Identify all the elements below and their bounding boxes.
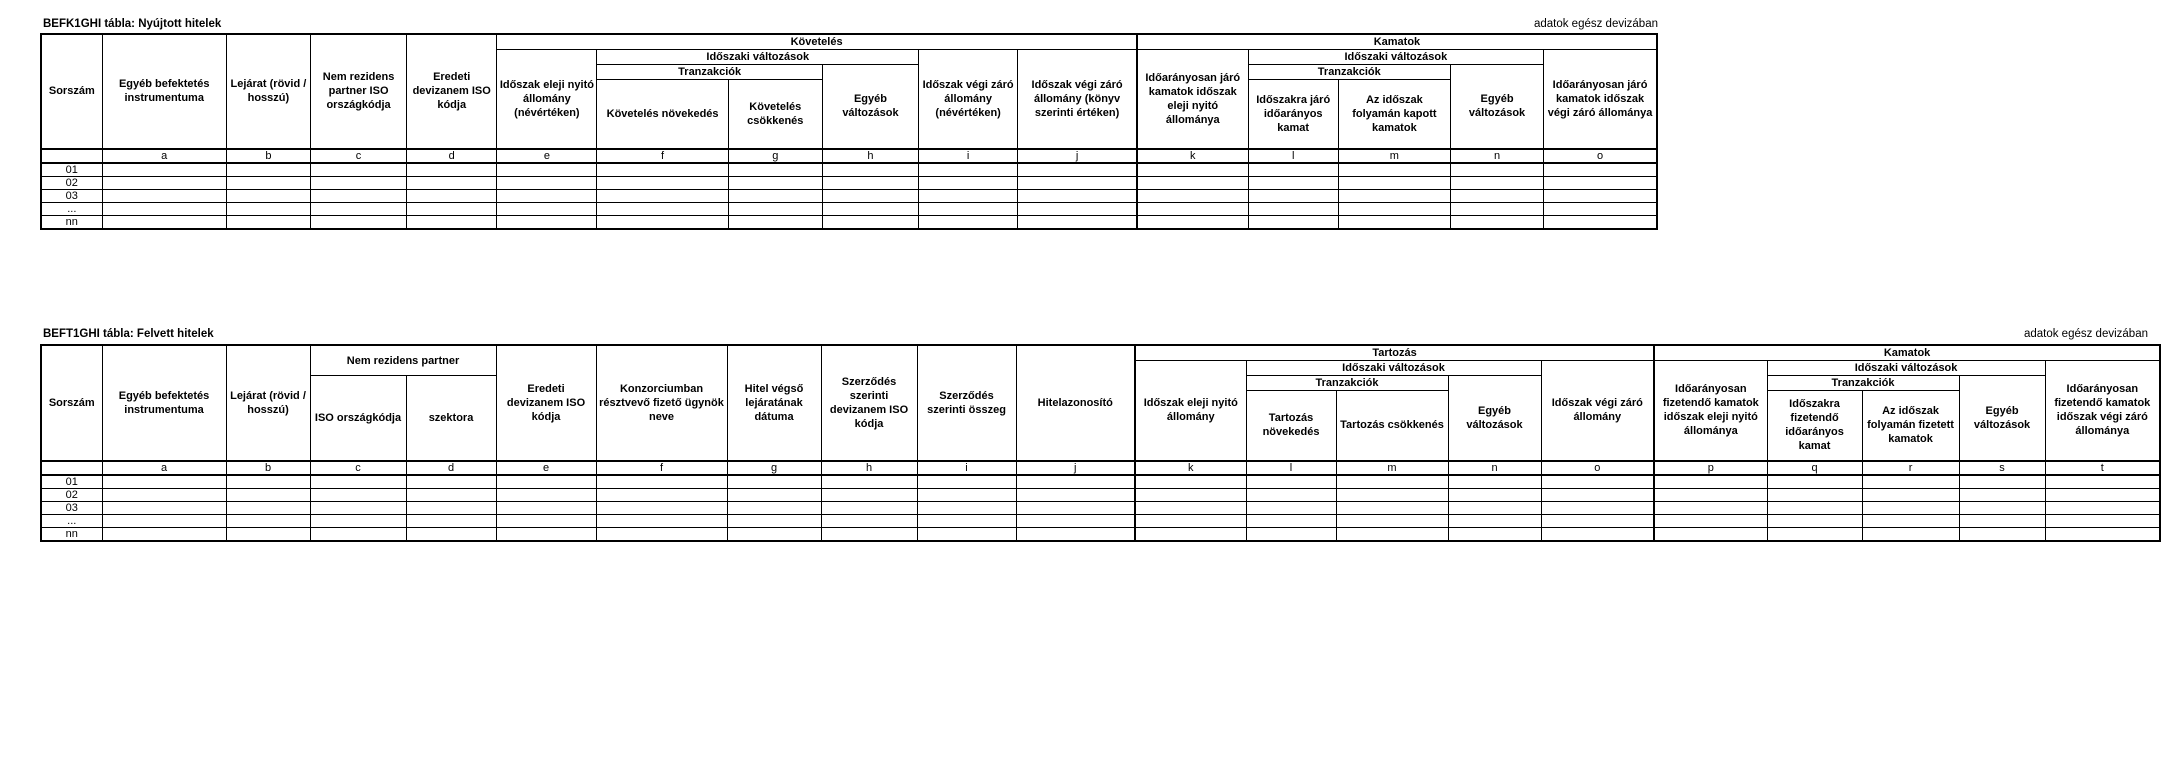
- t1-letter-row: [41, 149, 1657, 163]
- data-cell[interactable]: [1544, 163, 1657, 177]
- t2-letter: a: [102, 461, 226, 475]
- table2-title: BEFT1GHI tábla: Felvett hitelek: [43, 328, 214, 340]
- t2-hdr-instrument: Egyéb befektetés instrumentuma: [102, 345, 226, 461]
- data-cell[interactable]: [1336, 488, 1448, 501]
- data-cell[interactable]: [728, 202, 822, 215]
- table1-unit-note: adatok egész devizában: [1533, 18, 1658, 30]
- data-cell[interactable]: [1336, 501, 1448, 514]
- data-cell[interactable]: [2045, 527, 2160, 541]
- data-cell[interactable]: [1448, 488, 1541, 501]
- t2-hdr-tartozas-group: Tartozás: [1135, 345, 1654, 361]
- data-cell[interactable]: [1862, 527, 1959, 541]
- t2-letter: s: [1959, 461, 2045, 475]
- row-number: 02: [41, 488, 102, 501]
- data-cell[interactable]: [226, 475, 310, 489]
- data-cell[interactable]: [1450, 163, 1543, 177]
- t1-hdr-koveteles-group: Követelés: [497, 34, 1137, 50]
- data-cell[interactable]: [496, 501, 596, 514]
- data-cell[interactable]: [1018, 215, 1137, 229]
- data-cell[interactable]: [1137, 176, 1248, 189]
- data-cell[interactable]: [1862, 488, 1959, 501]
- data-cell[interactable]: [1137, 202, 1248, 215]
- data-cell[interactable]: [102, 514, 226, 527]
- t2-letter: o: [1541, 461, 1654, 475]
- data-cell[interactable]: [917, 475, 1016, 489]
- table-row: [41, 202, 1657, 215]
- data-cell[interactable]: [728, 215, 822, 229]
- data-cell[interactable]: [728, 189, 822, 202]
- data-cell[interactable]: [102, 488, 226, 501]
- data-cell[interactable]: [102, 163, 226, 177]
- row-number: 01: [41, 163, 102, 177]
- data-cell[interactable]: [2045, 488, 2160, 501]
- data-cell[interactable]: [1338, 163, 1450, 177]
- data-cell[interactable]: [102, 475, 226, 489]
- data-cell[interactable]: [1338, 202, 1450, 215]
- data-cell[interactable]: [1135, 501, 1246, 514]
- data-cell[interactable]: [597, 176, 728, 189]
- data-cell[interactable]: [596, 527, 727, 541]
- table-row: [41, 176, 1657, 189]
- data-cell[interactable]: [1137, 163, 1248, 177]
- data-cell[interactable]: [1135, 514, 1246, 527]
- data-cell[interactable]: [406, 501, 496, 514]
- table-row: [41, 514, 2160, 527]
- data-cell[interactable]: [310, 176, 406, 189]
- data-cell[interactable]: [919, 189, 1018, 202]
- t2-letter: p: [1654, 461, 1767, 475]
- t1-letter: i: [919, 149, 1018, 163]
- data-cell[interactable]: [310, 475, 406, 489]
- table-row: [41, 527, 2160, 541]
- data-cell[interactable]: [727, 514, 821, 527]
- data-cell[interactable]: [1246, 475, 1336, 489]
- data-cell[interactable]: [1544, 202, 1657, 215]
- data-cell[interactable]: [821, 514, 917, 527]
- data-cell[interactable]: [917, 488, 1016, 501]
- t1-letter: e: [497, 149, 597, 163]
- t1-letter: k: [1137, 149, 1248, 163]
- t1-hdr-kamat-nyito: Időarányosan járó kamatok időszak eleji nyitó állománya: [1137, 50, 1248, 149]
- data-cell[interactable]: [1450, 189, 1543, 202]
- t2-hdr-tart-novekedes: Tartozás növekedés: [1246, 391, 1336, 461]
- table-row: [41, 475, 2160, 489]
- data-cell[interactable]: [596, 514, 727, 527]
- t2-hdr-vegso-lejarat: Hitel végső lejáratának dátuma: [727, 345, 821, 461]
- t2-hdr-idoszaki-valtozasok: Időszaki változások: [1246, 361, 1541, 376]
- t2-letter: r: [1862, 461, 1959, 475]
- data-cell[interactable]: [1767, 501, 1862, 514]
- data-cell[interactable]: [1450, 215, 1543, 229]
- data-cell[interactable]: [226, 176, 310, 189]
- data-cell[interactable]: [310, 514, 406, 527]
- t1-letter: f: [597, 149, 728, 163]
- t1-hdr-kov-novekedes: Követelés növekedés: [597, 80, 728, 149]
- data-cell[interactable]: [597, 163, 728, 177]
- data-cell[interactable]: [822, 189, 918, 202]
- table2-grid: [40, 344, 2161, 542]
- data-cell[interactable]: [406, 527, 496, 541]
- t1-hdr-kamat-idoszakra: Időszakra járó időarányos kamat: [1248, 80, 1338, 149]
- t2-hdr-konzorcium: Konzorciumban résztvevő fizető ügynök neve: [596, 345, 727, 461]
- data-cell[interactable]: [1959, 527, 2045, 541]
- row-number: 03: [41, 189, 102, 202]
- data-cell[interactable]: [102, 501, 226, 514]
- data-cell[interactable]: [596, 475, 727, 489]
- t2-letter: m: [1336, 461, 1448, 475]
- data-cell[interactable]: [727, 501, 821, 514]
- data-cell[interactable]: [1336, 475, 1448, 489]
- table1-title: BEFK1GHI tábla: Nyújtott hitelek: [43, 18, 222, 30]
- data-cell[interactable]: [497, 215, 597, 229]
- data-cell[interactable]: [1767, 475, 1862, 489]
- data-cell[interactable]: [406, 514, 496, 527]
- data-cell[interactable]: [1135, 475, 1246, 489]
- data-cell[interactable]: [310, 202, 406, 215]
- data-cell[interactable]: [1016, 488, 1135, 501]
- t1-hdr-kov-csokkenes: Követelés csökkenés: [728, 80, 822, 149]
- t2-hdr-szerz-osszeg: Szerződés szerinti összeg: [917, 345, 1016, 461]
- data-cell[interactable]: [727, 488, 821, 501]
- table-row: [41, 163, 1657, 177]
- t2-hdr-egyeb-valtozasok: Egyéb változások: [1448, 376, 1541, 461]
- data-cell[interactable]: [919, 215, 1018, 229]
- t2-hdr-hitelazonosito: Hitelazonosító: [1016, 345, 1135, 461]
- data-cell[interactable]: [1450, 176, 1543, 189]
- data-cell[interactable]: [310, 189, 406, 202]
- t2-hdr-partner-szektor: szektora: [406, 376, 496, 461]
- t1-letter: l: [1248, 149, 1338, 163]
- data-cell[interactable]: [102, 202, 226, 215]
- t2-hdr-kamat-egyeb: Egyéb változások: [1959, 376, 2045, 461]
- t1-hdr-instrument: Egyéb befektetés instrumentuma: [102, 34, 226, 149]
- data-cell[interactable]: [497, 189, 597, 202]
- data-cell[interactable]: [1246, 488, 1336, 501]
- data-cell[interactable]: [2045, 501, 2160, 514]
- t2-hdr-partner-iso: ISO országkódja: [310, 376, 406, 461]
- t2-hdr-kamat-idoszaki-valtozasok: Időszaki változások: [1767, 361, 2045, 376]
- data-cell[interactable]: [1862, 501, 1959, 514]
- data-cell[interactable]: [1862, 475, 1959, 489]
- data-cell[interactable]: [1018, 202, 1137, 215]
- data-cell[interactable]: [1541, 488, 1654, 501]
- data-cell[interactable]: [727, 527, 821, 541]
- t2-letter: h: [821, 461, 917, 475]
- data-cell[interactable]: [1248, 176, 1338, 189]
- row-number: 02: [41, 176, 102, 189]
- data-cell[interactable]: [1767, 514, 1862, 527]
- data-cell[interactable]: [1016, 501, 1135, 514]
- data-cell[interactable]: [407, 215, 497, 229]
- data-cell[interactable]: [1959, 514, 2045, 527]
- data-cell[interactable]: [919, 176, 1018, 189]
- t2-letter: c: [310, 461, 406, 475]
- t1-hdr-partner-iso: Nem rezidens partner ISO országkódja: [310, 34, 406, 149]
- data-cell[interactable]: [1016, 514, 1135, 527]
- data-cell[interactable]: [1336, 514, 1448, 527]
- t2-hdr-kamat-idoszakra: Időszakra fizetendő időarányos kamat: [1767, 391, 1862, 461]
- data-cell[interactable]: [406, 475, 496, 489]
- t2-hdr-deviza-iso: Eredeti devizanem ISO kódja: [496, 345, 596, 461]
- data-cell[interactable]: [226, 501, 310, 514]
- data-cell[interactable]: [102, 527, 226, 541]
- table-row: [41, 501, 2160, 514]
- t2-letter: d: [406, 461, 496, 475]
- data-cell[interactable]: [2045, 475, 2160, 489]
- data-cell[interactable]: [1018, 189, 1137, 202]
- data-cell[interactable]: [310, 501, 406, 514]
- data-cell[interactable]: [102, 189, 226, 202]
- data-cell[interactable]: [1541, 501, 1654, 514]
- data-cell[interactable]: [597, 189, 728, 202]
- data-cell[interactable]: [497, 163, 597, 177]
- data-cell[interactable]: [1541, 514, 1654, 527]
- data-cell[interactable]: [496, 475, 596, 489]
- t1-letter: o: [1544, 149, 1657, 163]
- data-cell[interactable]: [1959, 488, 2045, 501]
- data-cell[interactable]: [310, 527, 406, 541]
- t1-hdr-tranzakciok: Tranzakciók: [597, 65, 822, 80]
- t2-letter: f: [596, 461, 727, 475]
- t2-hdr-kamat-zaro: Időarányosan fizetendő kamatok időszak végi záró állománya: [2045, 361, 2160, 461]
- data-cell[interactable]: [821, 475, 917, 489]
- t1-letter: c: [310, 149, 406, 163]
- table1-grid: [40, 33, 1658, 230]
- data-cell[interactable]: [1448, 475, 1541, 489]
- t2-hdr-lejarat: Lejárat (rövid / hosszú): [226, 345, 310, 461]
- t2-hdr-zaro: Időszak végi záró állomány: [1541, 361, 1654, 461]
- data-cell[interactable]: [917, 527, 1016, 541]
- t2-hdr-tart-csokkenes: Tartozás csökkenés: [1336, 391, 1448, 461]
- data-cell[interactable]: [1135, 527, 1246, 541]
- t1-letter: g: [728, 149, 822, 163]
- row-number: 03: [41, 501, 102, 514]
- t1-letter: d: [407, 149, 497, 163]
- data-cell[interactable]: [310, 215, 406, 229]
- data-cell[interactable]: [407, 163, 497, 177]
- row-number: ...: [41, 514, 102, 527]
- data-cell[interactable]: [1137, 215, 1248, 229]
- data-cell[interactable]: [917, 501, 1016, 514]
- t2-hdr-partner-group: Nem rezidens partner: [310, 345, 496, 376]
- data-cell[interactable]: [1654, 488, 1767, 501]
- data-cell[interactable]: [821, 488, 917, 501]
- data-cell[interactable]: [1448, 501, 1541, 514]
- data-cell[interactable]: [1767, 488, 1862, 501]
- data-cell[interactable]: [407, 189, 497, 202]
- t1-hdr-kamatok-group: Kamatok: [1137, 34, 1657, 50]
- t2-letter: n: [1448, 461, 1541, 475]
- t1-hdr-sorszam: Sorszám: [41, 34, 102, 149]
- t1-hdr-deviza-iso: Eredeti devizanem ISO kódja: [407, 34, 497, 149]
- data-cell[interactable]: [919, 163, 1018, 177]
- t1-letter-empty: [41, 149, 102, 163]
- t1-letter: b: [226, 149, 310, 163]
- t1-hdr-lejarat: Lejárat (rövid / hosszú): [226, 34, 310, 149]
- data-cell[interactable]: [1862, 514, 1959, 527]
- t2-hdr-kamatok-group: Kamatok: [1654, 345, 2160, 361]
- data-cell[interactable]: [1246, 501, 1336, 514]
- data-cell[interactable]: [1544, 176, 1657, 189]
- data-cell[interactable]: [497, 202, 597, 215]
- data-cell[interactable]: [822, 163, 918, 177]
- data-cell[interactable]: [1544, 189, 1657, 202]
- row-number: nn: [41, 215, 102, 229]
- data-cell[interactable]: [226, 163, 310, 177]
- data-cell[interactable]: [406, 488, 496, 501]
- t1-letter: m: [1338, 149, 1450, 163]
- t1-hdr-zaro-nevert: Időszak végi záró állomány (névértéken): [919, 50, 1018, 149]
- data-cell[interactable]: [728, 163, 822, 177]
- t2-letter: l: [1246, 461, 1336, 475]
- data-cell[interactable]: [102, 176, 226, 189]
- row-number: 01: [41, 475, 102, 489]
- t1-hdr-zaro-konyv: Időszak végi záró állomány (könyv szerinti értéken): [1018, 50, 1137, 149]
- data-cell[interactable]: [597, 215, 728, 229]
- data-cell[interactable]: [1448, 514, 1541, 527]
- data-cell[interactable]: [728, 176, 822, 189]
- t1-hdr-nyito-nevert: Időszak eleji nyitó állomány (névértéken): [497, 50, 597, 149]
- data-cell[interactable]: [1248, 202, 1338, 215]
- data-cell[interactable]: [919, 202, 1018, 215]
- data-cell[interactable]: [2045, 514, 2160, 527]
- data-cell[interactable]: [226, 189, 310, 202]
- t2-hdr-kamat-nyito: Időarányosan fizetendő kamatok időszak eleji nyitó állománya: [1654, 361, 1767, 461]
- data-cell[interactable]: [226, 488, 310, 501]
- data-cell[interactable]: [596, 488, 727, 501]
- data-cell[interactable]: [1450, 202, 1543, 215]
- t2-letter-empty: [41, 461, 102, 475]
- data-cell[interactable]: [1959, 475, 2045, 489]
- t1-letter: n: [1450, 149, 1543, 163]
- t1-hdr-egyeb-valtozasok: Egyéb változások: [822, 65, 918, 149]
- data-cell[interactable]: [1248, 163, 1338, 177]
- t2-hdr-szerz-deviza: Szerződés szerinti devizanem ISO kódja: [821, 345, 917, 461]
- data-cell[interactable]: [1248, 215, 1338, 229]
- t1-hdr-kamat-idoszaki-valtozasok: Időszaki változások: [1248, 50, 1544, 65]
- t1-hdr-kamat-zaro: Időarányosan járó kamatok időszak végi záró állománya: [1544, 50, 1657, 149]
- t2-hdr-sorszam: Sorszám: [41, 345, 102, 461]
- data-cell[interactable]: [1654, 475, 1767, 489]
- data-cell[interactable]: [1654, 501, 1767, 514]
- data-cell[interactable]: [1654, 527, 1767, 541]
- data-cell[interactable]: [226, 215, 310, 229]
- data-cell[interactable]: [226, 527, 310, 541]
- data-cell[interactable]: [727, 475, 821, 489]
- data-cell[interactable]: [1654, 514, 1767, 527]
- data-cell[interactable]: [496, 527, 596, 541]
- row-number: nn: [41, 527, 102, 541]
- t1-letter: h: [822, 149, 918, 163]
- data-cell[interactable]: [1016, 527, 1135, 541]
- data-cell[interactable]: [310, 488, 406, 501]
- data-cell[interactable]: [1767, 527, 1862, 541]
- data-cell[interactable]: [1338, 176, 1450, 189]
- data-cell[interactable]: [1018, 176, 1137, 189]
- data-cell[interactable]: [1135, 488, 1246, 501]
- data-cell[interactable]: [1336, 527, 1448, 541]
- data-cell[interactable]: [310, 163, 406, 177]
- data-cell[interactable]: [917, 514, 1016, 527]
- data-cell[interactable]: [1541, 475, 1654, 489]
- table-row: [41, 215, 1657, 229]
- t2-letter: i: [917, 461, 1016, 475]
- data-cell[interactable]: [596, 501, 727, 514]
- t1-hdr-kamat-egyeb: Egyéb változások: [1450, 65, 1543, 149]
- data-cell[interactable]: [1246, 514, 1336, 527]
- data-cell[interactable]: [496, 488, 596, 501]
- t2-hdr-kamat-fizetett: Az időszak folyamán fizetett kamatok: [1862, 391, 1959, 461]
- t2-letter: j: [1016, 461, 1135, 475]
- t2-hdr-tranzakciok: Tranzakciók: [1246, 376, 1448, 391]
- data-cell[interactable]: [821, 527, 917, 541]
- data-cell[interactable]: [226, 514, 310, 527]
- data-cell[interactable]: [1246, 527, 1336, 541]
- t2-letter: b: [226, 461, 310, 475]
- data-cell[interactable]: [102, 215, 226, 229]
- t2-letter: e: [496, 461, 596, 475]
- data-cell[interactable]: [822, 202, 918, 215]
- t2-hdr-nyito: Időszak eleji nyitó állomány: [1135, 361, 1246, 461]
- data-cell[interactable]: [1544, 215, 1657, 229]
- data-cell[interactable]: [822, 176, 918, 189]
- data-cell[interactable]: [1338, 215, 1450, 229]
- t1-hdr-kamat-kapott: Az időszak folyamán kapott kamatok: [1338, 80, 1450, 149]
- t2-letter: g: [727, 461, 821, 475]
- t2-letter-row: [41, 461, 2160, 475]
- t1-hdr-idoszaki-valtozasok: Időszaki változások: [597, 50, 919, 65]
- t2-letter: t: [2045, 461, 2160, 475]
- data-cell[interactable]: [1541, 527, 1654, 541]
- data-cell[interactable]: [407, 176, 497, 189]
- data-cell[interactable]: [822, 215, 918, 229]
- t2-hdr-kamat-tranzakciok: Tranzakciók: [1767, 376, 1959, 391]
- table2-unit-note: adatok egész devizában: [2023, 328, 2148, 340]
- t1-letter: a: [102, 149, 226, 163]
- t1-letter: j: [1018, 149, 1137, 163]
- row-number: ...: [41, 202, 102, 215]
- data-cell[interactable]: [1959, 501, 2045, 514]
- data-cell[interactable]: [226, 202, 310, 215]
- data-cell[interactable]: [497, 176, 597, 189]
- data-cell[interactable]: [597, 202, 728, 215]
- data-cell[interactable]: [1016, 475, 1135, 489]
- data-cell[interactable]: [496, 514, 596, 527]
- data-cell[interactable]: [1137, 189, 1248, 202]
- table-row: [41, 189, 1657, 202]
- t2-letter: k: [1135, 461, 1246, 475]
- data-cell[interactable]: [407, 202, 497, 215]
- data-cell[interactable]: [821, 501, 917, 514]
- data-cell[interactable]: [1338, 189, 1450, 202]
- t2-letter: q: [1767, 461, 1862, 475]
- table-row: [41, 488, 2160, 501]
- data-cell[interactable]: [1448, 527, 1541, 541]
- data-cell[interactable]: [1018, 163, 1137, 177]
- t1-hdr-kamat-tranzakciok: Tranzakciók: [1248, 65, 1450, 80]
- data-cell[interactable]: [1248, 189, 1338, 202]
